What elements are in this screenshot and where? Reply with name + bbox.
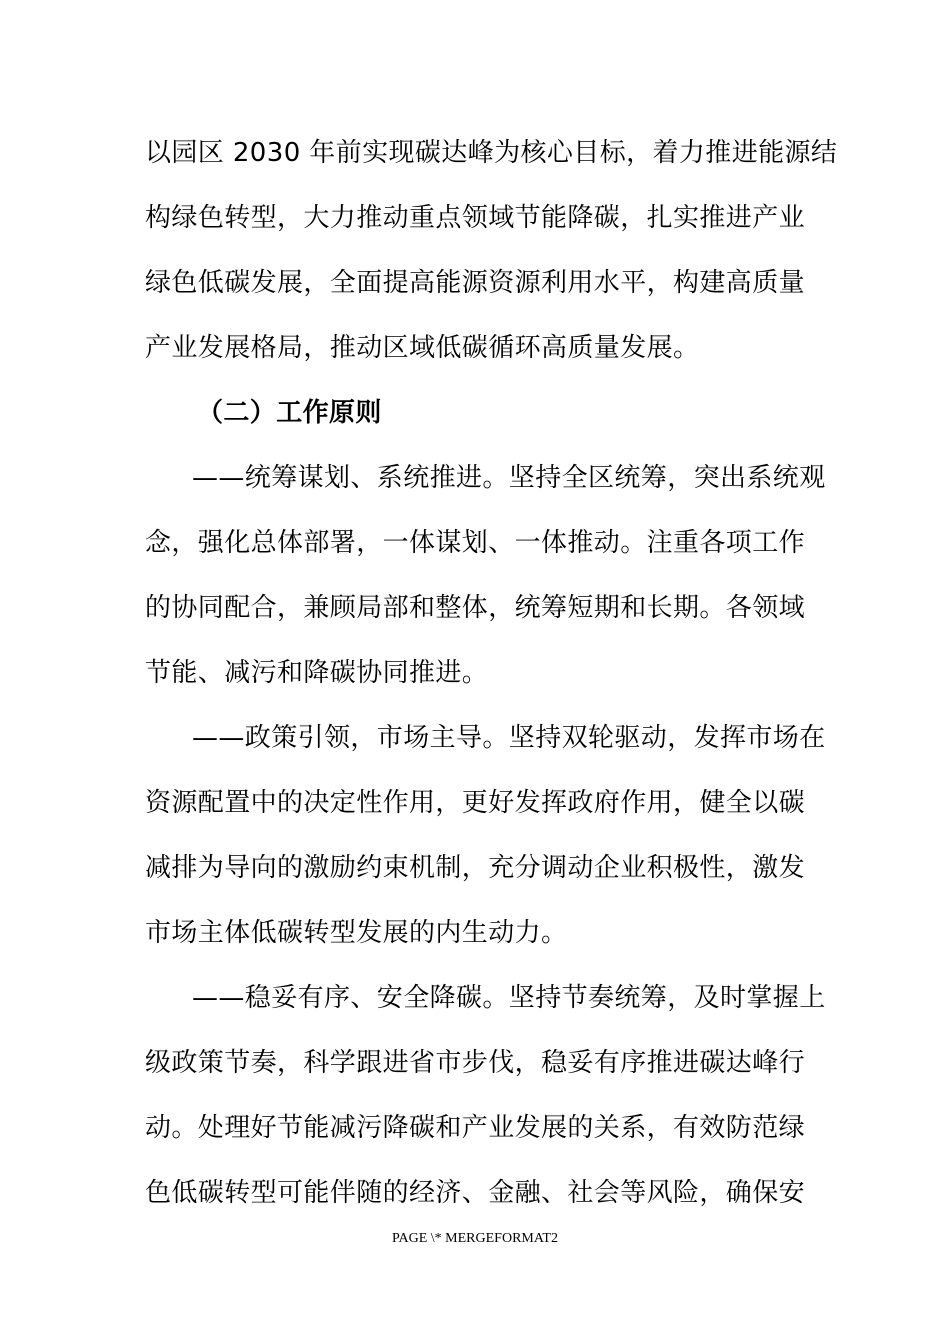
principle-2-line-3: 减排为导向的激励约束机制，充分调动企业积极性，激发	[145, 853, 806, 883]
principle-1-line-1: ——统筹谋划、系统推进。坚持全区统筹，突出系统观	[192, 463, 826, 493]
paragraph-line-3: 绿色低碳发展，全面提高能源资源利用水平，构建高质量	[145, 268, 806, 298]
page-footer: PAGE \* MERGEFORMAT2	[392, 1231, 558, 1246]
principle-1-line-2: 念，强化总体部署，一体谋划、一体推动。注重各项工作	[145, 528, 806, 558]
paragraph-line-2: 构绿色转型，大力推动重点领域节能降碳，扎实推进产业	[145, 203, 806, 233]
principle-3-line-2: 级政策节奏，科学跟进省市步伐，稳妥有序推进碳达峰行	[145, 1048, 806, 1078]
principle-1-line-4: 节能、减污和降碳协同推进。	[145, 658, 489, 688]
principle-2-line-4: 市场主体低碳转型发展的内生动力。	[145, 918, 568, 948]
principle-2-line-2: 资源配置中的决定性作用，更好发挥政府作用，健全以碳	[145, 788, 806, 818]
paragraph-line-4: 产业发展格局，推动区域低碳循环高质量发展。	[145, 333, 700, 363]
principle-3-line-4: 色低碳转型可能伴随的经济、金融、社会等风险，确保安	[145, 1178, 806, 1208]
principle-3-line-1: ——稳妥有序、安全降碳。坚持节奏统筹，及时掌握上	[192, 983, 826, 1013]
paragraph-line-1: 以园区 2030 年前实现碳达峰为核心目标，着力推进能源结	[145, 138, 838, 168]
principle-3-line-3: 动。处理好节能减污降碳和产业发展的关系，有效防范绿	[145, 1113, 806, 1143]
principle-2-line-1: ——政策引领，市场主导。坚持双轮驱动，发挥市场在	[192, 723, 826, 753]
section-heading: （二）工作原则	[197, 398, 382, 428]
principle-1-line-3: 的协同配合，兼顾局部和整体，统筹短期和长期。各领域	[145, 593, 806, 623]
